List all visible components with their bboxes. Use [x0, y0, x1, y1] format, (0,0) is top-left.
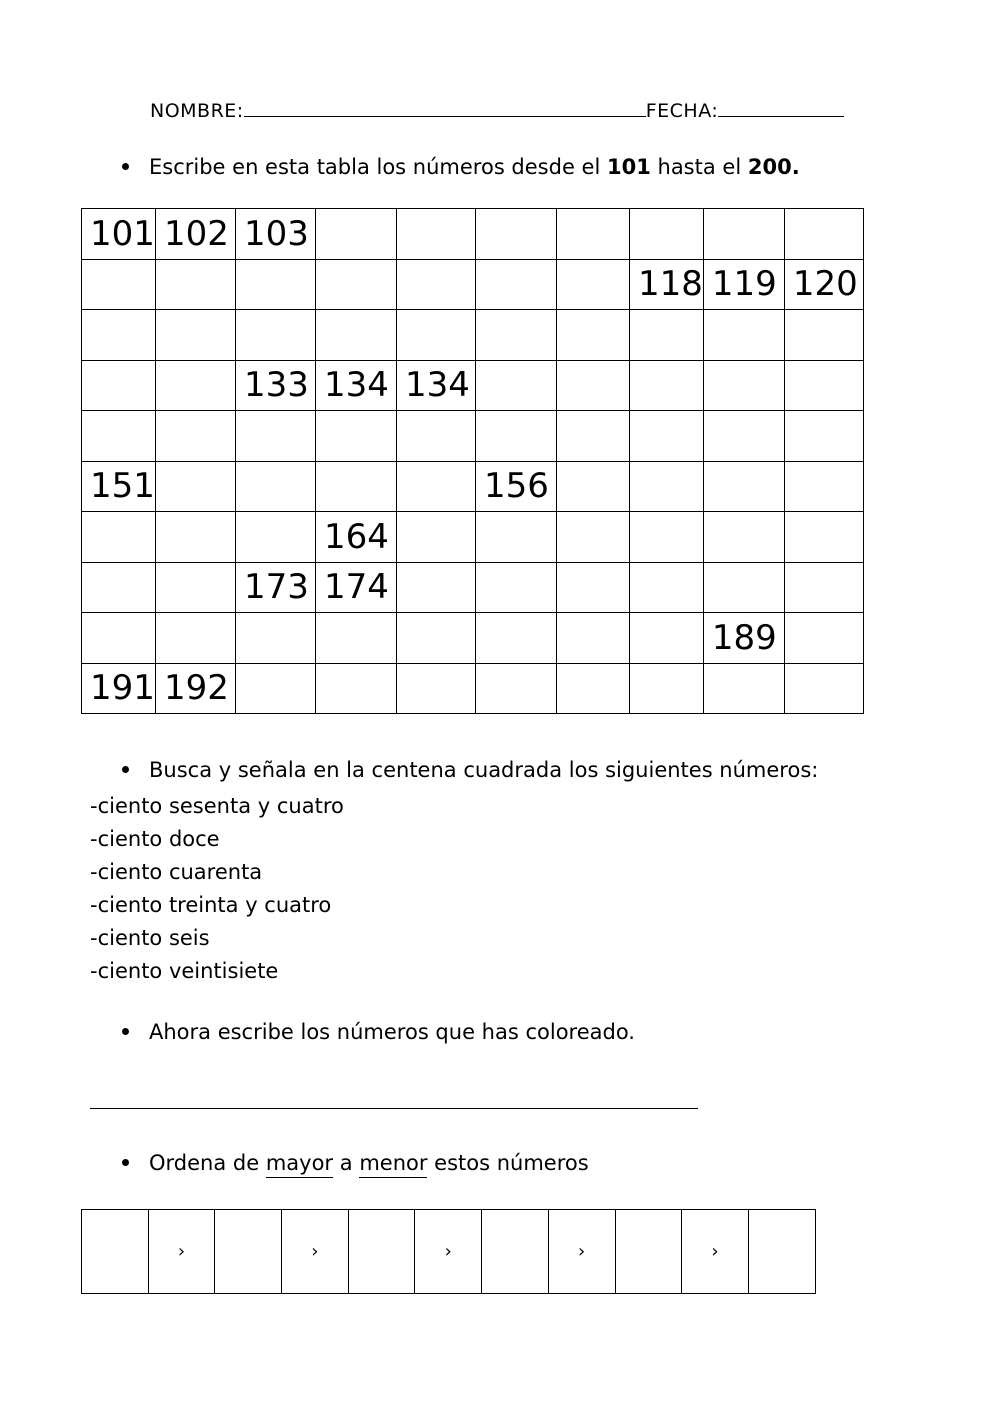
- grid-cell[interactable]: [630, 310, 704, 361]
- grid-cell[interactable]: 173: [236, 562, 316, 613]
- grid-row: [82, 461, 864, 512]
- instruction-4: [122, 1151, 589, 1175]
- grid-cell[interactable]: [82, 259, 156, 310]
- grid-cell[interactable]: 120: [784, 259, 863, 310]
- grid-cell[interactable]: [630, 663, 704, 714]
- grid-cell[interactable]: [156, 310, 236, 361]
- list-item: -ciento treinta y cuatro: [90, 893, 332, 917]
- order-row: [82, 1210, 816, 1294]
- grid-cell[interactable]: [156, 461, 236, 512]
- grid-cell[interactable]: 133: [236, 360, 316, 411]
- order-table: [81, 1209, 816, 1294]
- grid-cell[interactable]: [397, 461, 476, 512]
- grid-cell[interactable]: 189: [703, 613, 784, 664]
- grid-row: [82, 663, 864, 714]
- instruction-4-part1: Ordena de: [149, 1151, 266, 1175]
- grid-cell[interactable]: [316, 209, 397, 260]
- answer-line[interactable]: [90, 1108, 698, 1109]
- answer-box[interactable]: [82, 1210, 149, 1294]
- grid-cell[interactable]: [397, 562, 476, 613]
- date-blank[interactable]: [718, 98, 844, 117]
- name-label: NOMBRE:: [150, 100, 244, 122]
- grid-cell[interactable]: [784, 663, 863, 714]
- grid-cell[interactable]: [82, 310, 156, 361]
- grid-cell[interactable]: [476, 360, 557, 411]
- grid-cell[interactable]: [703, 411, 784, 462]
- instruction-1-end: .: [791, 155, 800, 179]
- grid-cell[interactable]: [236, 310, 316, 361]
- grid-cell[interactable]: [630, 512, 704, 563]
- grid-cell[interactable]: [476, 663, 557, 714]
- grid-cell[interactable]: [397, 411, 476, 462]
- grid-cell[interactable]: [476, 310, 557, 361]
- list-item: -ciento seis: [90, 926, 210, 950]
- grid-cell[interactable]: [82, 360, 156, 411]
- grid-cell[interactable]: [236, 613, 316, 664]
- grid-cell[interactable]: [703, 512, 784, 563]
- grid-cell[interactable]: [557, 461, 630, 512]
- grid-row: [82, 411, 864, 462]
- grid-cell[interactable]: [557, 562, 630, 613]
- bullet-icon: [122, 1159, 129, 1166]
- grid-cell[interactable]: [316, 613, 397, 664]
- grid-cell[interactable]: [316, 411, 397, 462]
- grid-row: [82, 259, 864, 310]
- list-item: -ciento doce: [90, 827, 220, 851]
- grid-cell[interactable]: [703, 562, 784, 613]
- grid-cell[interactable]: [82, 512, 156, 563]
- grid-cell[interactable]: [397, 209, 476, 260]
- instruction-1-text: Escribe en esta tabla los números desde el: [149, 155, 607, 179]
- list-item: -ciento veintisiete: [90, 959, 279, 983]
- bullet-icon: [122, 766, 129, 773]
- grid-cell[interactable]: [397, 663, 476, 714]
- answer-box[interactable]: [748, 1210, 815, 1294]
- answer-box[interactable]: [215, 1210, 282, 1294]
- grid-row: [82, 613, 864, 664]
- bullet-icon: [122, 163, 129, 170]
- grid-cell[interactable]: [476, 411, 557, 462]
- instruction-3-text: Ahora escribe los números que has coloreado.: [149, 1020, 635, 1044]
- grid-cell[interactable]: 151: [82, 461, 156, 512]
- grid-cell[interactable]: [397, 613, 476, 664]
- name-blank[interactable]: [244, 98, 646, 117]
- numbers-list: [90, 790, 344, 988]
- grid-cell[interactable]: [156, 259, 236, 310]
- grid-cell[interactable]: [316, 663, 397, 714]
- grid-cell[interactable]: 192: [156, 663, 236, 714]
- grid-cell[interactable]: [630, 562, 704, 613]
- grid-cell[interactable]: [236, 259, 316, 310]
- grid-cell[interactable]: [476, 512, 557, 563]
- grid-cell[interactable]: 164: [316, 512, 397, 563]
- grid-cell[interactable]: [316, 259, 397, 310]
- grid-cell[interactable]: [236, 411, 316, 462]
- grid-cell[interactable]: [557, 411, 630, 462]
- list-item: -ciento sesenta y cuatro: [90, 794, 344, 818]
- grid-cell[interactable]: [476, 209, 557, 260]
- grid-cell[interactable]: [630, 411, 704, 462]
- grid-cell[interactable]: [82, 411, 156, 462]
- grid-cell[interactable]: [784, 411, 863, 462]
- grid-cell[interactable]: [630, 613, 704, 664]
- grid-cell[interactable]: [156, 613, 236, 664]
- bullet-icon: [122, 1028, 129, 1035]
- grid-cell[interactable]: [316, 310, 397, 361]
- instruction-2-text: Busca y señala en la centena cuadrada los siguientes números:: [149, 758, 819, 782]
- answer-box[interactable]: [482, 1210, 549, 1294]
- date-label: FECHA:: [645, 100, 719, 122]
- grid-cell[interactable]: [630, 209, 704, 260]
- grid-row: [82, 512, 864, 563]
- answer-box[interactable]: [348, 1210, 415, 1294]
- grid-cell[interactable]: [784, 613, 863, 664]
- list-item: -ciento cuarenta: [90, 860, 263, 884]
- grid-cell[interactable]: [557, 512, 630, 563]
- grid-cell[interactable]: 103: [236, 209, 316, 260]
- grid-cell[interactable]: [476, 259, 557, 310]
- grid-cell[interactable]: [156, 512, 236, 563]
- grid-cell[interactable]: 156: [476, 461, 557, 512]
- grid-row: [82, 209, 864, 260]
- grid-cell[interactable]: [784, 209, 863, 260]
- grid-cell[interactable]: 102: [156, 209, 236, 260]
- grid-cell[interactable]: 134: [316, 360, 397, 411]
- instruction-1: [122, 155, 800, 179]
- header: [150, 98, 844, 122]
- grid-cell[interactable]: [397, 259, 476, 310]
- grid-cell[interactable]: 174: [316, 562, 397, 613]
- grid-cell[interactable]: [557, 209, 630, 260]
- greater-than-cell: ›: [282, 1210, 349, 1294]
- grid-cell[interactable]: [82, 562, 156, 613]
- grid-cell[interactable]: 191: [82, 663, 156, 714]
- grid-cell[interactable]: [557, 613, 630, 664]
- instruction-4-part3: estos números: [427, 1151, 589, 1175]
- grid-cell[interactable]: [476, 613, 557, 664]
- grid-cell[interactable]: [236, 461, 316, 512]
- grid-cell[interactable]: [236, 663, 316, 714]
- grid-cell[interactable]: [156, 562, 236, 613]
- grid-cell[interactable]: [156, 360, 236, 411]
- greater-than-cell: ›: [682, 1210, 749, 1294]
- grid-cell[interactable]: [156, 411, 236, 462]
- hundred-grid: [81, 208, 864, 714]
- instruction-4-menor: menor: [359, 1151, 427, 1178]
- instruction-1-from: 101: [606, 155, 651, 179]
- greater-than-cell: ›: [548, 1210, 615, 1294]
- instruction-2: [122, 758, 818, 782]
- grid-row: [82, 310, 864, 361]
- instruction-3: [122, 1020, 635, 1044]
- instruction-1-mid: hasta el: [650, 155, 748, 179]
- grid-cell[interactable]: [476, 562, 557, 613]
- grid-cell[interactable]: [397, 512, 476, 563]
- grid-cell[interactable]: [557, 663, 630, 714]
- grid-row: [82, 562, 864, 613]
- grid-cell[interactable]: [82, 613, 156, 664]
- grid-cell[interactable]: 119: [703, 259, 784, 310]
- grid-cell[interactable]: 134: [397, 360, 476, 411]
- grid-cell[interactable]: [784, 461, 863, 512]
- grid-cell[interactable]: [784, 310, 863, 361]
- greater-than-cell: ›: [415, 1210, 482, 1294]
- grid-cell[interactable]: [397, 310, 476, 361]
- grid-row: [82, 360, 864, 411]
- grid-cell[interactable]: [557, 259, 630, 310]
- greater-than-cell: ›: [148, 1210, 215, 1294]
- grid-cell[interactable]: [703, 461, 784, 512]
- instruction-4-part2: a: [333, 1151, 360, 1175]
- grid-cell[interactable]: [703, 360, 784, 411]
- grid-cell[interactable]: [630, 360, 704, 411]
- grid-cell[interactable]: [784, 562, 863, 613]
- grid-cell[interactable]: [703, 663, 784, 714]
- grid-cell[interactable]: [316, 461, 397, 512]
- instruction-4-mayor: mayor: [266, 1151, 333, 1178]
- grid-cell[interactable]: 101: [82, 209, 156, 260]
- instruction-1-to: 200: [747, 155, 792, 179]
- grid-cell[interactable]: [703, 310, 784, 361]
- grid-cell[interactable]: [557, 310, 630, 361]
- grid-cell[interactable]: [630, 461, 704, 512]
- grid-cell[interactable]: [784, 360, 863, 411]
- grid-cell[interactable]: [236, 512, 316, 563]
- answer-box[interactable]: [615, 1210, 682, 1294]
- grid-cell[interactable]: [557, 360, 630, 411]
- grid-cell[interactable]: 118: [630, 259, 704, 310]
- grid-cell[interactable]: [703, 209, 784, 260]
- grid-cell[interactable]: [784, 512, 863, 563]
